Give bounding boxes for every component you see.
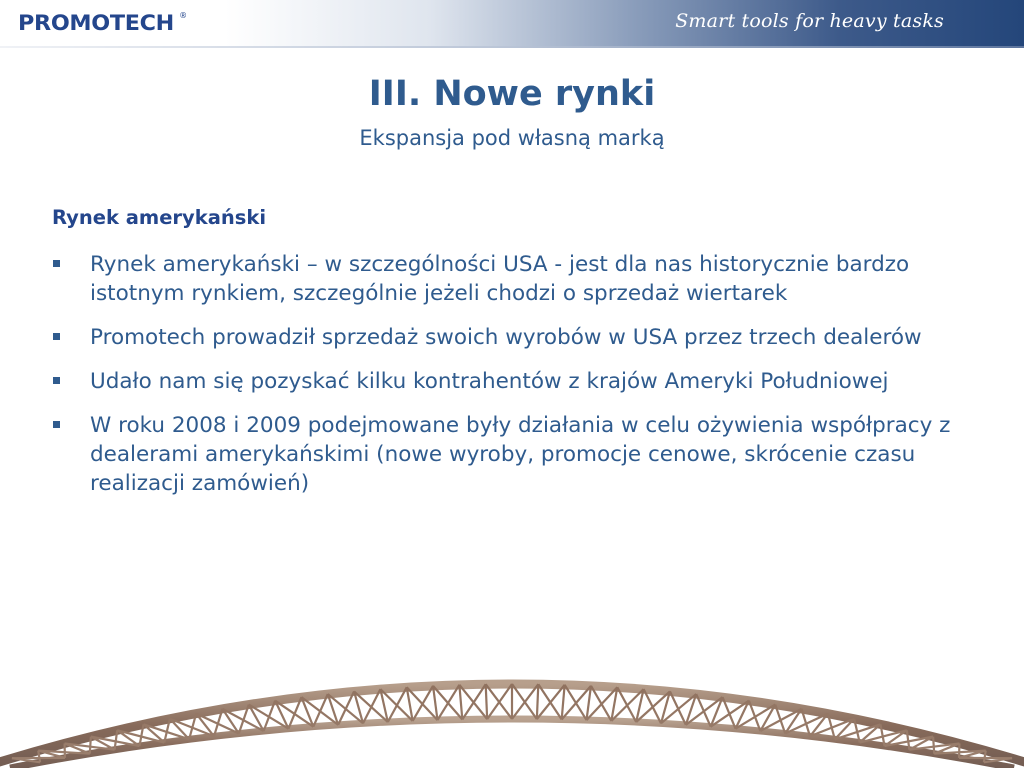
logo-text: PROMOTECH: [18, 11, 174, 35]
slide-subtitle: Ekspansja pod własną marką: [359, 126, 665, 150]
bullet-text: Udało nam się pozyskać kilku kontrahentów z krajów Ameryki Południowej: [90, 369, 889, 394]
header-bar: [0, 0, 1024, 48]
tagline: Smart tools for heavy tasks: [675, 10, 944, 32]
square-bullet-icon: [53, 260, 60, 267]
bullet-item: [50, 367, 1000, 396]
bullet-list: [50, 250, 1000, 513]
slide-title: III. Nowe rynki: [368, 74, 656, 114]
bullet-text: Promotech prowadził sprzedaż swoich wyrobów w USA przez trzech dealerów: [90, 325, 922, 350]
registered-mark: ®: [179, 11, 188, 20]
steel-arch-bridge-icon: [0, 640, 1024, 768]
square-bullet-icon: [53, 377, 60, 384]
square-bullet-icon: [53, 421, 60, 428]
bullet-text: W roku 2008 i 2009 podejmowane były działania w celu ożywienia współpracy z dealerami amerykańskimi (nowe wyroby, promocje cenowe, skrócenie czasu realizacji zamówień): [90, 413, 951, 496]
bullet-item: [50, 411, 1000, 498]
bullet-item: [50, 323, 1000, 352]
bullet-item: [50, 250, 1000, 308]
section-heading: Rynek amerykański: [52, 206, 267, 229]
bullet-text: Rynek amerykański – w szczególności USA - jest dla nas historycznie bardzo istotnym rynkiem, szczególnie jeżeli chodzi o sprzedaż wiertarek: [90, 252, 910, 306]
promotech-logo: [18, 8, 187, 38]
square-bullet-icon: [53, 333, 60, 340]
header-divider: [0, 46, 1024, 48]
